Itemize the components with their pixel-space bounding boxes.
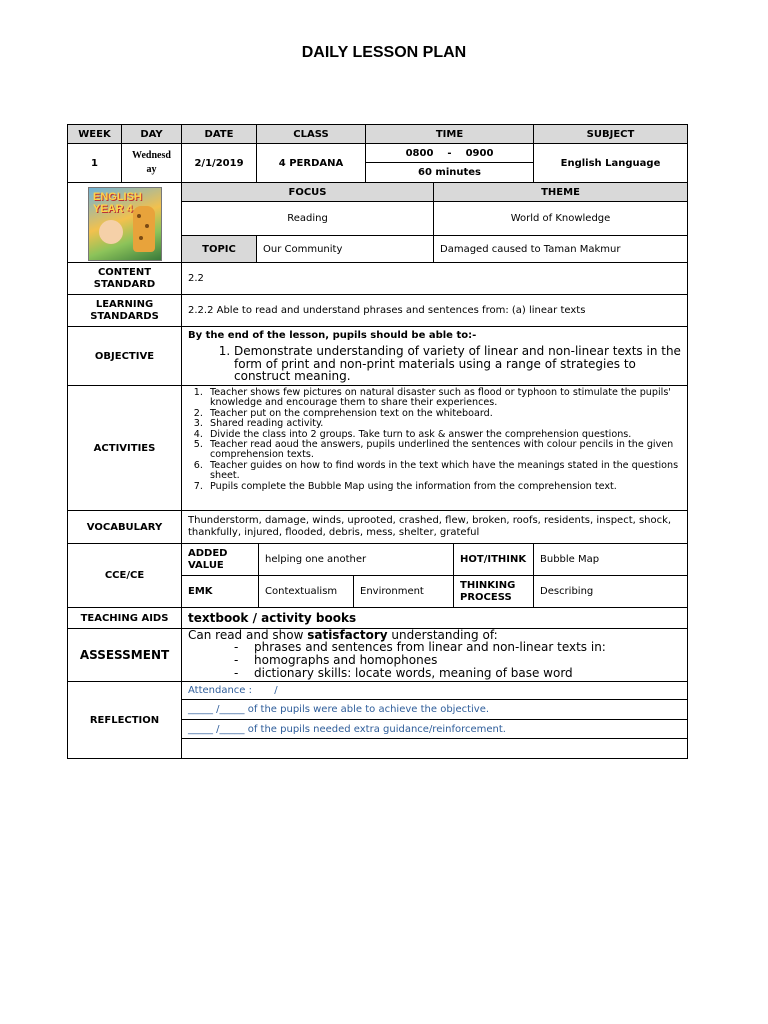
day-value: Wednesd ay — [132, 150, 171, 175]
time-range — [366, 144, 533, 162]
activity-item: 7. Pupils complete the Bubble Map using the information from the comprehension text. — [206, 482, 683, 492]
activities-list — [182, 388, 683, 492]
added-value: helping one another — [265, 554, 367, 565]
assessment-intro-bold: satisfactory — [307, 629, 388, 642]
objective-intro: By the end of the lesson, pupils should be able to:- — [188, 330, 477, 341]
assessment-label: ASSESSMENT — [79, 648, 170, 662]
objective-label: OBJECTIVE — [94, 350, 155, 362]
subject-value: English Language — [560, 157, 661, 169]
week-value: 1 — [91, 157, 98, 169]
thinking-process-label: THINKING PROCESS — [460, 579, 516, 603]
vocabulary-label: VOCABULARY — [86, 521, 163, 533]
assessment-intro-post: understanding of: — [387, 629, 498, 642]
focus-header: FOCUS — [182, 183, 433, 201]
subtopic-value: Damaged caused to Taman Makmur — [440, 243, 621, 255]
thinking-process-value: Describing — [540, 586, 594, 597]
reflection-label: REFLECTION — [89, 715, 160, 726]
learning-standards-label: LEARNING STANDARDS — [90, 298, 159, 322]
theme-header: THEME — [434, 183, 687, 201]
content-standard-label: CONTENT STANDARD — [93, 266, 156, 290]
attendance-line: Attendance : / — [188, 685, 278, 696]
hot-ithink-label: HOT/ITHINK — [460, 554, 527, 565]
reflection-achieved-line: _____ /_____ of the pupils were able to achieve the objective. — [188, 704, 490, 715]
activity-item: 6. Teacher guides on how to find words in the text which have the meanings stated in the questions sheet. — [206, 461, 683, 482]
assessment-item: - homographs and homophones — [234, 654, 681, 667]
theme-value: World of Knowledge — [510, 213, 611, 224]
date-value: 2/1/2019 — [194, 157, 244, 169]
time-header: TIME — [366, 125, 533, 143]
objective-list — [188, 345, 681, 383]
subject-header: SUBJECT — [534, 125, 687, 143]
added-value-label: ADDED VALUE — [188, 547, 228, 571]
content-standard-value: 2.2 — [188, 273, 204, 284]
topic-value: Our Community — [263, 243, 343, 255]
emk-value-2: Environment — [360, 586, 424, 597]
activity-item: 2. Teacher put on the comprehension text on the whiteboard. — [206, 409, 683, 419]
objective-content — [182, 327, 687, 385]
duration-value: 60 minutes — [418, 167, 481, 178]
assessment-content — [182, 629, 687, 681]
activity-item: 1. Teacher shows few pictures on natural disaster such as flood or typhoon to stimulate the pupils' knowledge and encourage them to share their experiences. — [206, 388, 683, 409]
activity-item: 4. Divide the class into 2 groups. Take turn to ask & answer the comprehension questions. — [206, 430, 683, 440]
child-illustration — [99, 220, 123, 244]
activities-label: ACTIVITIES — [93, 442, 156, 454]
class-value: 4 PERDANA — [278, 157, 344, 169]
date-header: DATE — [182, 125, 256, 143]
assessment-item: - dictionary skills: locate words, meaning of base word — [234, 667, 681, 680]
cce-label: CCE/CE — [104, 570, 145, 581]
time-separator: - — [447, 147, 452, 159]
teaching-aids-value: textbook / activity books — [188, 611, 357, 625]
cover-title: ENGLISH YEAR 4 — [93, 191, 142, 215]
reflection-guidance-line: _____ /_____ of the pupils needed extra guidance/reinforcement. — [188, 723, 506, 735]
assessment-intro-pre: Can read and show — [188, 629, 308, 642]
emk-label: EMK — [188, 586, 213, 597]
objective-item: 1. Demonstrate understanding of variety of linear and non-linear texts in the form of print and non-print materials using a range of strategies to construct meaning. — [234, 345, 681, 383]
topic-label: TOPIC — [182, 236, 256, 262]
assessment-item: - phrases and sentences from linear and non-linear texts in: — [234, 641, 681, 654]
day-header: DAY — [122, 125, 181, 143]
time-to: 0900 — [465, 147, 494, 159]
emk-value-1: Contextualism — [265, 586, 338, 597]
assessment-list — [188, 641, 681, 680]
learning-standards-value: 2.2.2 Able to read and understand phrases and sentences from: (a) linear texts — [188, 305, 586, 316]
textbook-cover-image — [88, 187, 162, 261]
activities-content — [182, 386, 687, 510]
page-title: DAILY LESSON PLAN — [301, 44, 467, 61]
activity-item: 3. Shared reading activity. — [206, 419, 683, 429]
giraffe-illustration — [133, 206, 155, 252]
time-from: 0800 — [405, 147, 434, 159]
class-header: CLASS — [257, 125, 365, 143]
teaching-aids-label: TEACHING AIDS — [80, 612, 169, 624]
week-header: WEEK — [68, 125, 121, 143]
vocabulary-value: Thunderstorm, damage, winds, uprooted, crashed, flew, broken, roofs, residents, inspect, shock, thankfully, injured, flooded, debris, mess, shelter, grateful — [188, 514, 672, 538]
hot-ithink-value: Bubble Map — [540, 554, 600, 565]
focus-value: Reading — [287, 213, 328, 224]
activity-item: 5. Teacher read aoud the answers, pupils underlined the sentences with colour pencils in the given comprehension texts. — [206, 440, 683, 461]
